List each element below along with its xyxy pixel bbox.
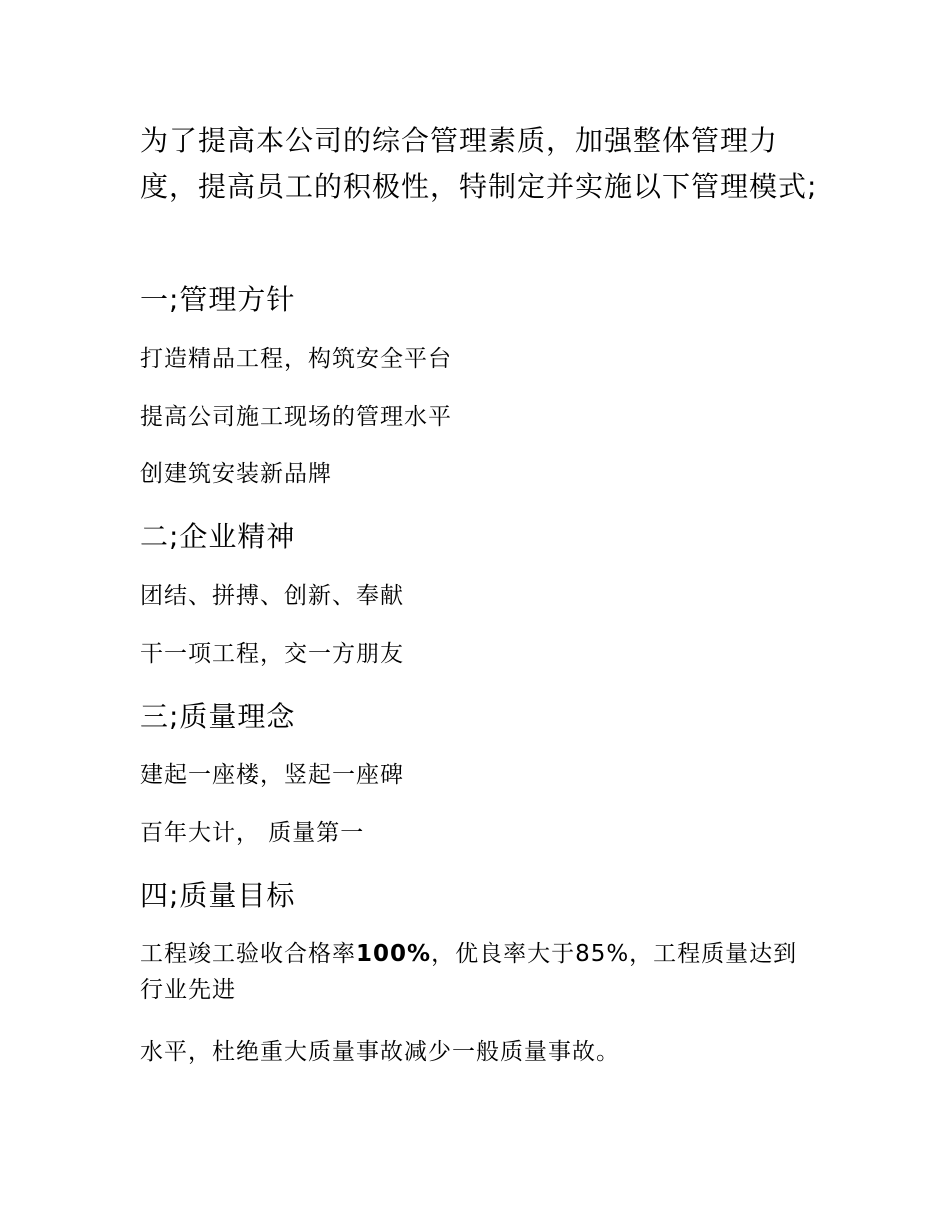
spirit-line-1: 团结、拼搏、创新、奉献 [140, 583, 404, 609]
section-heading-spirit: 二;企业精神 [140, 520, 296, 553]
quality-concept-line-1: 建起一座楼，竖起一座碑 [140, 762, 404, 788]
spirit-line-2: 干一项工程，交一方朋友 [140, 641, 404, 667]
section-heading-policy: 一;管理方针 [140, 283, 296, 316]
policy-line-1: 打造精品工程，构筑安全平台 [140, 346, 452, 372]
policy-line-3: 创建筑安装新品牌 [140, 461, 332, 487]
section-heading-quality-goal: 四;质量目标 [140, 879, 296, 912]
policy-line-2: 提高公司施工现场的管理水平 [140, 404, 452, 430]
quality-goal-last-line: 水平，杜绝重大质量事故减少一般质量事故。 [140, 1039, 620, 1065]
quality-goal-post: ，优良率大于85%，工程质量达到行业先进 [140, 941, 798, 1003]
section-heading-quality-concept: 三;质量理念 [140, 700, 296, 733]
quality-goal-pre: 工程竣工验收合格率 [140, 941, 356, 967]
quality-goal-paragraph [140, 936, 810, 1008]
quality-goal-rate: 100% [356, 941, 432, 967]
quality-concept-line-2: 百年大计， 质量第一 [140, 820, 365, 846]
intro-paragraph: 为了提高本公司的综合管理素质，加强整体管理力度，提高员工的积极性，特制定并实施以下管理模式; [140, 124, 818, 203]
